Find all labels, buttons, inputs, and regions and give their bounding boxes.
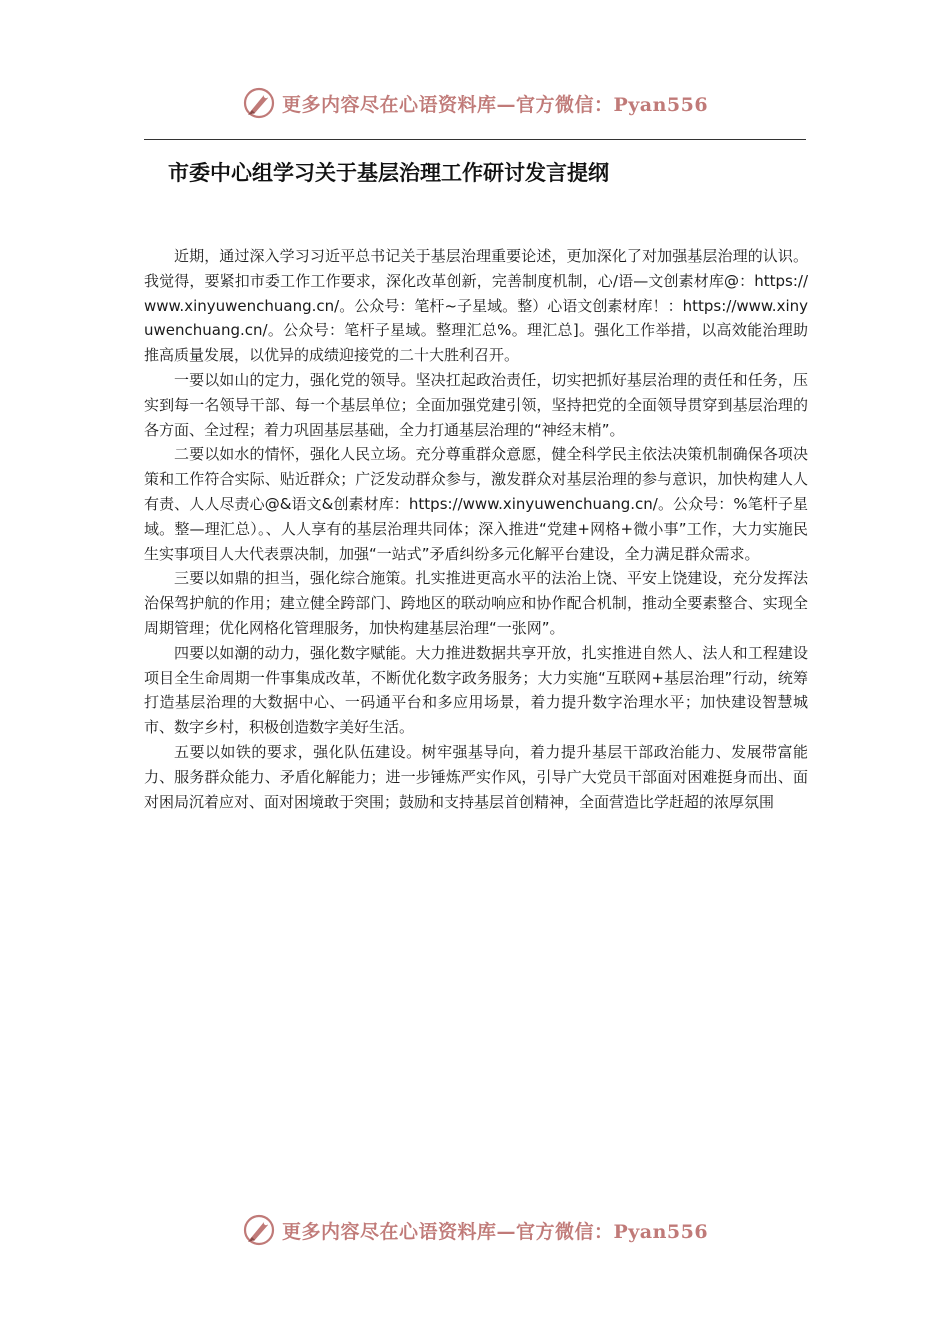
paragraph: 二要以如水的情怀，强化人民立场。充分尊重群众意愿，健全科学民主依法决策机制确保各项决策和工作符合实际、贴近群众；广泛发动群众参与，激发群众对基层治理的参与意识，加快构建人人有责、人人尽责心@&语文&创素材库：https://www.xinyuwenchuang.cn/。公众号：%笔杆子星域。整—理汇总）。、人人享有的基层治理共同体；深入推进“党建+网格+微小事”工作，大力实施民生实事项目人大代表票决制，加强“一站式”矛盾纠纷多元化解平台建设，全力满足群众需求。 (144, 445, 808, 563)
pen-circle-logo-icon (242, 86, 276, 120)
paragraph: 四要以如潮的动力，强化数字赋能。大力推进数据共享开放，扎实推进自然人、法人和工程建设项目全生命周期一件事集成改革，不断优化数字政务服务；大力实施“互联网+基层治理”行动，统筹打造基层治理的大数据中心、一码通平台和多应用场景，着力提升数字治理水平；加快建设智慧城市、数字乡村，积极创造数字美好生活。 (144, 643, 808, 737)
document-body (144, 244, 808, 814)
banner-text: 更多内容尽在心语资料库—官方微信：Pyan556 (281, 93, 709, 116)
document-title: 市委中心组学习关于基层治理工作研讨发言提纲 (168, 161, 609, 185)
paragraph: 五要以如铁的要求，强化队伍建设。树牢强基导向，着力提升基层干部政治能力、发展带富能力、服务群众能力、矛盾化解能力；进一步锤炼严实作风，引导广大党员干部面对困难挺身而出、面对困局沉着应对、面对困境敢于突围；鼓励和支持基层首创精神，全面营造比学赶超的浓厚氛围 (144, 742, 808, 811)
pen-circle-logo-icon (242, 1213, 276, 1247)
paragraph: 三要以如鼎的担当，强化综合施策。扎实推进更高水平的法治上饶、平安上饶建设，充分发挥法治保驾护航的作用；建立健全跨部门、跨地区的联动响应和协作配合机制，推动全要素整合、实现全周期管理；优化网格化管理服务，加快构建基层治理“一张网”。 (144, 569, 808, 637)
banner-text: 更多内容尽在心语资料库—官方微信：Pyan556 (281, 1220, 709, 1243)
paragraph: 近期，通过深入学习习近平总书记关于基层治理重要论述，更加深化了对加强基层治理的认识。我觉得，要紧扣市委工作工作要求，深化改革创新，完善制度机制，心/语—文创素材库@：https://www.xinyuwenchuang.cn/。公众号：笔杆~子星域。整）心语文创素材库！：https://www.xinyuwenchuang.cn/。公众号：笔杆子星域。整理汇总%。理汇总]。强化工作举措，以高效能治理助推高质量发展，以优异的成绩迎接党的二十大胜利召开。 (144, 247, 808, 365)
footer-banner (0, 1210, 950, 1250)
header-divider (144, 139, 806, 140)
header-banner (0, 83, 950, 123)
paragraph: 一要以如山的定力，强化党的领导。坚决扛起政治责任，切实把抓好基层治理的责任和任务，压实到每一名领导干部、每一个基层单位；全面加强党建引领，坚持把党的全面领导贯穿到基层治理的各方面、全过程；着力巩固基层基础，全力打通基层治理的“神经末梢”。 (144, 370, 808, 439)
